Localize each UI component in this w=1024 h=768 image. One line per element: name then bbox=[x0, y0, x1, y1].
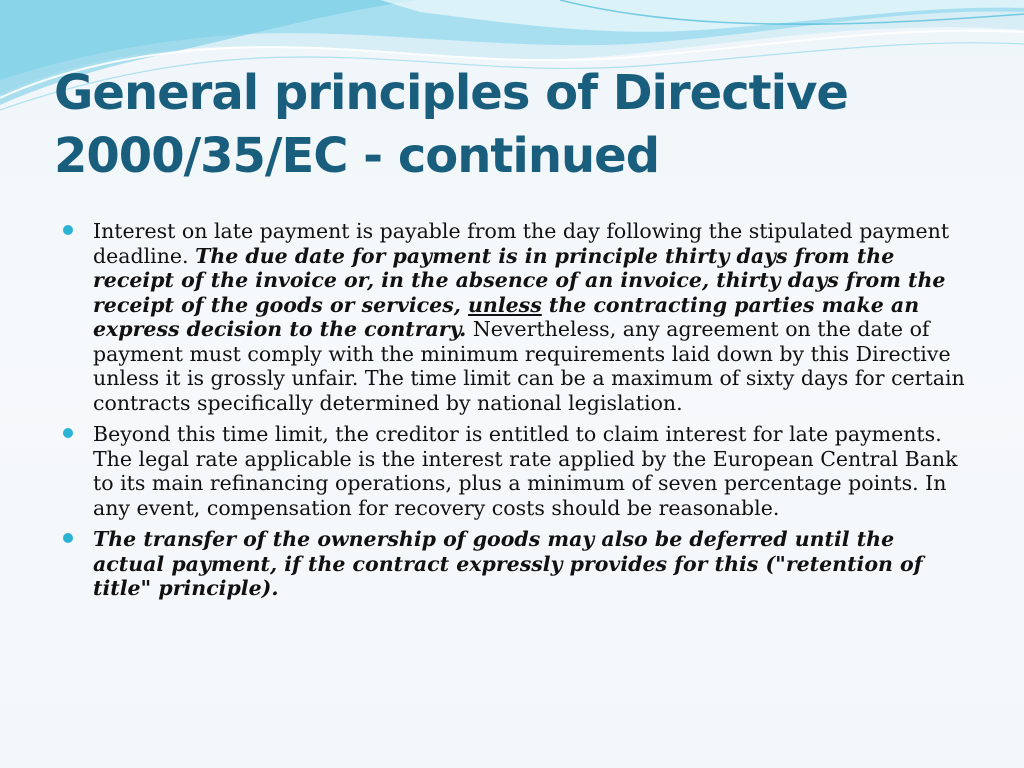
bullet-dot-icon bbox=[63, 533, 73, 543]
bullet-1-text: Interest on late payment is payable from the day following the stipulated payment deadline. bbox=[93, 219, 950, 268]
bullet-dot-icon bbox=[63, 428, 73, 438]
bullet-2-text: Beyond this time limit, the creditor is entitled to claim interest for late payments. The legal rate applicable is the interest rate applied by the European Central Bank to its main refinancing operations, plus a minimum of seven percentage points. In any event, compensation for recovery costs should be reasonable. bbox=[93, 422, 958, 520]
bullet-item-1 bbox=[60, 219, 965, 415]
bullet-1-emphasis: The due date for payment is in principle thirty days from the receipt of the invoice or, in the absence of an invoice, thirty days from the receipt of the goods or services, bbox=[93, 243, 946, 317]
bullet-dot-icon bbox=[63, 225, 73, 235]
slide-title: General principles of Directive 2000/35/EC - continued bbox=[54, 65, 848, 184]
bullet-item-3 bbox=[60, 527, 965, 601]
bullet-item-2 bbox=[60, 422, 965, 520]
bullet-1-emphasis-end: the contracting parties make an express decision to the contrary. bbox=[93, 292, 920, 341]
bullet-1-text-end: Nevertheless, any agreement on the date of payment must comply with the minimum requirements laid down by this Directive unless it is grossly unfair. The time limit can be a maximum of sixty days for certain contracts specifically determined by national legislation. bbox=[93, 317, 965, 415]
bullet-list bbox=[60, 219, 965, 608]
bullet-3-text: The transfer of the ownership of goods may also be deferred until the actual payment, if the contract expressly provides for this ("retention of title" principle). bbox=[93, 527, 923, 600]
bullet-1-unless: unless bbox=[468, 292, 542, 317]
